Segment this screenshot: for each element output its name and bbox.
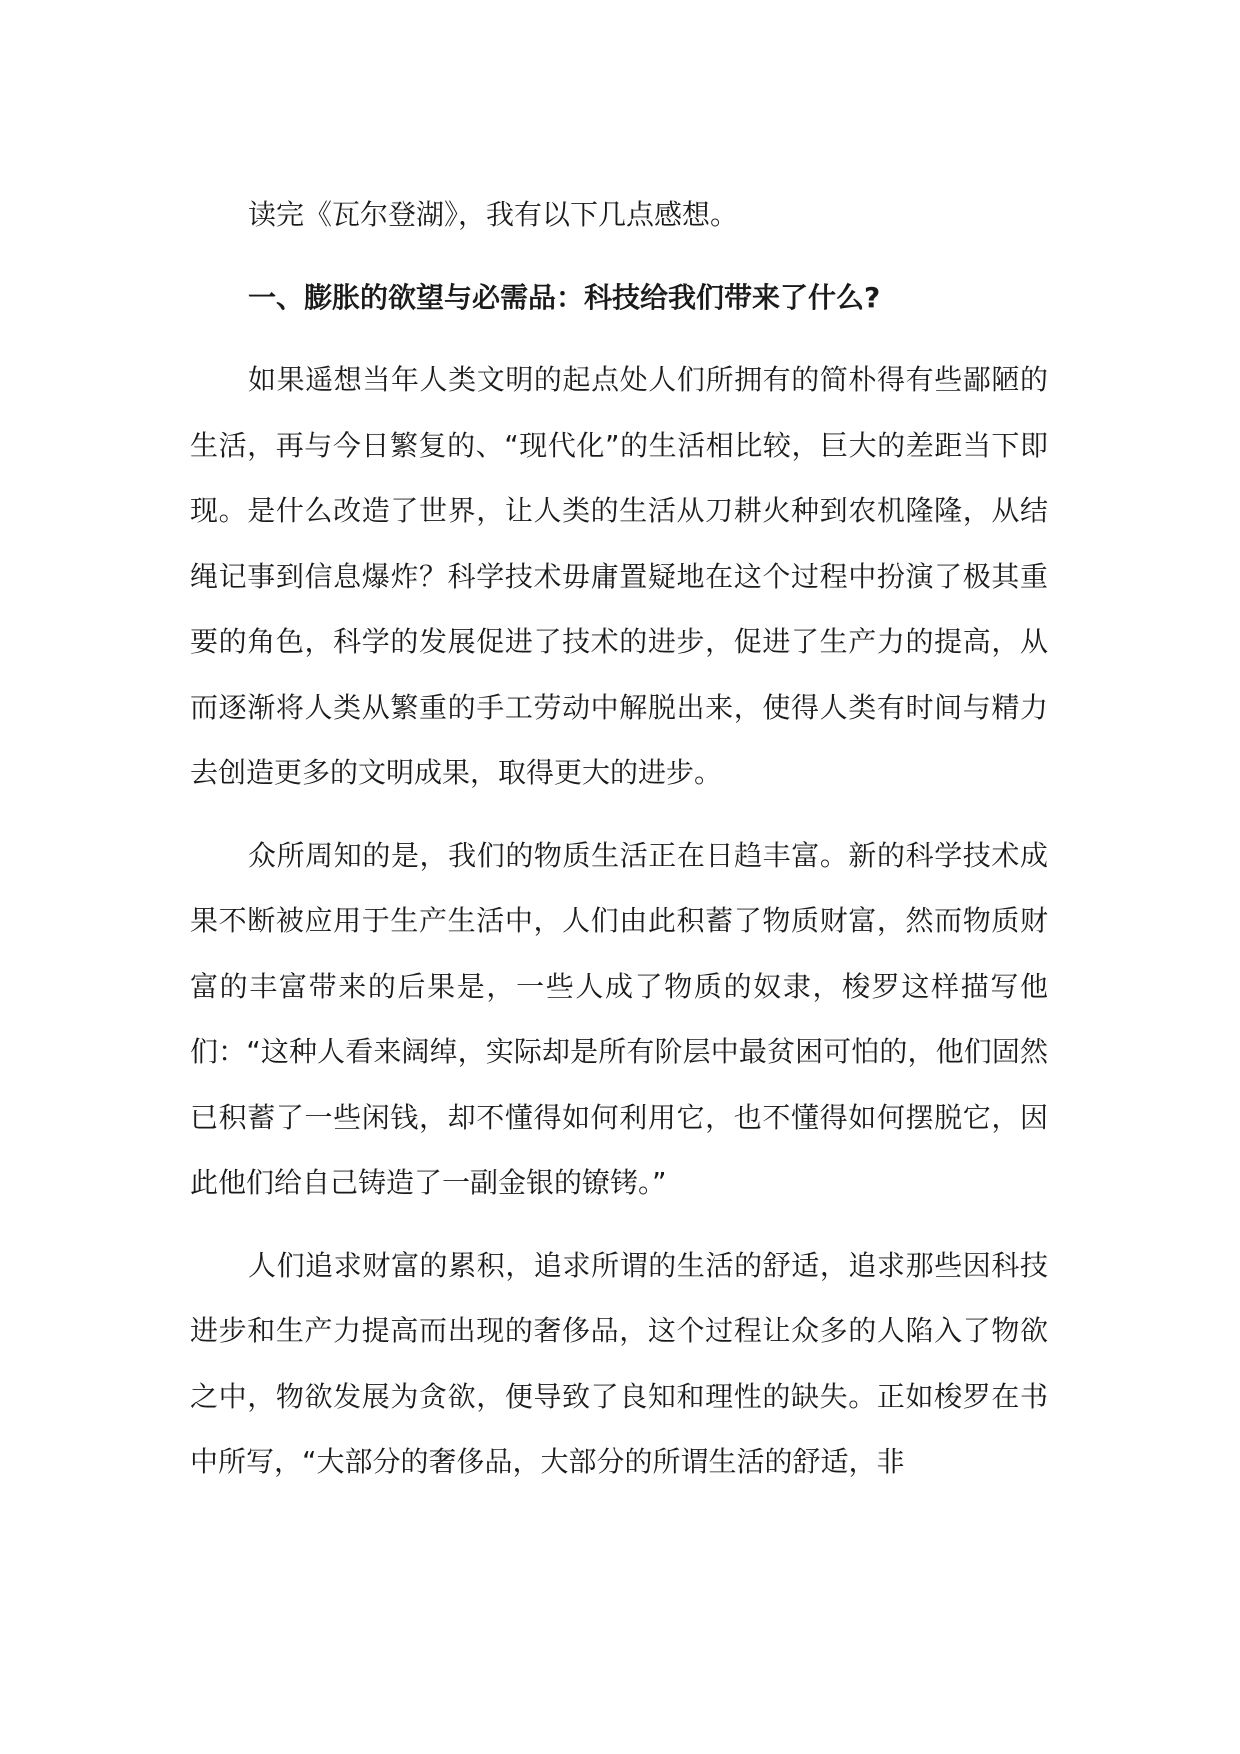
intro-paragraph: 读完《瓦尔登湖》，我有以下几点感想。 bbox=[248, 198, 739, 231]
body-paragraph-3: 人们追求财富的累积，追求所谓的生活的舒适，追求那些因科技进步和生产力提高而出现的奢侈品，这个过程让众多的人陷入了物欲之中，物欲发展为贪欲，便导致了良知和理性的缺失。正如梭罗在书中所写，“大部分的奢侈品，大部分的所谓生活的舒适，非 bbox=[190, 1248, 1048, 1478]
body-paragraph-2: 众所周知的是，我们的物质生活正在日趋丰富。新的科学技术成果不断被应用于生产生活中，人们由此积蓄了物质财富，然而物质财富的丰富带来的后果是，一些人成了物质的奴隶，梭罗这样描写他们：“这种人看来阔绰，实际却是所有阶层中最贫困可怕的，他们固然已积蓄了一些闲钱，却不懂得如何利用它，也不懂得如何摆脱它，因此他们给自己铸造了一副金银的镣铐。” bbox=[190, 838, 1048, 1199]
document-body bbox=[190, 182, 1048, 1512]
body-paragraph-1: 如果遥想当年人类文明的起点处人们所拥有的简朴得有些鄙陋的生活，再与今日繁复的、“现代化”的生活相比较，巨大的差距当下即现。是什么改造了世界，让人类的生活从刀耕火种到农机隆隆，从结绳记事到信息爆炸？科学技术毋庸置疑地在这个过程中扮演了极其重要的角色，科学的发展促进了技术的进步，促进了生产力的提高，从而逐渐将人类从繁重的手工劳动中解脱出来，使得人类有时间与精力去创造更多的文明成果，取得更大的进步。 bbox=[190, 363, 1048, 789]
section-heading: 一、膨胀的欲望与必需品：科技给我们带来了什么? bbox=[248, 280, 881, 314]
